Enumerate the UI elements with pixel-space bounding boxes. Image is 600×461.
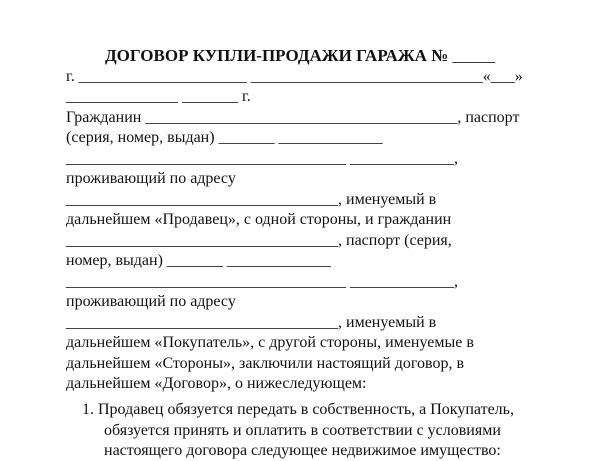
title-number-blank: _____ <box>452 46 495 65</box>
buyer-address-label: проживающий по адресу <box>66 293 236 310</box>
seller-name-line: Гражданин _______________________________________, паспорт <box>66 109 520 126</box>
city-date-line: г. _____________________ _____________________________«___» <box>66 68 523 85</box>
contract-intro-line: дальнейшем «Договор», о нижеследующем: <box>66 375 367 392</box>
buyer-address-line: __________________________________, именуемый в <box>66 314 437 331</box>
clause-1-number: 1. <box>82 401 94 418</box>
seller-passport-line: (серия, номер, выдан) _______ _____________ <box>66 129 383 146</box>
date-line: ______________ _______ г. <box>66 88 251 105</box>
buyer-passport-line: номер, выдан) _______ _____________ <box>66 252 331 269</box>
document-title <box>0 45 600 67</box>
buyer-designation-line: дальнейшем «Покупатель», с другой стороны, именуемые в <box>66 334 474 351</box>
clause-1-line-2: обязуется принять и оплатить в соответствии с условиями <box>104 422 501 439</box>
clause-1-line-3: настоящего договора следующее недвижимое имущество: <box>104 442 501 459</box>
title-text: ДОГОВОР КУПЛИ-ПРОДАЖИ ГАРАЖА № <box>104 46 453 65</box>
buyer-passport-cont-line: ___________________________________ _____________, <box>66 273 458 290</box>
buyer-name-line: __________________________________, паспорт (серия, <box>66 232 452 249</box>
clause-1-line-1: Продавец обязуется передать в собственность, а Покупатель, <box>98 401 514 418</box>
seller-designation-line: дальнейшем «Продавец», с одной стороны, и гражданин <box>66 211 452 228</box>
seller-passport-cont-line: ___________________________________ _____________, <box>66 150 458 167</box>
parties-line: дальнейшем «Стороны», заключили настоящий договор, в <box>66 355 465 372</box>
seller-address-line: __________________________________, именуемый в <box>66 191 437 208</box>
seller-address-label: проживающий по адресу <box>66 170 236 187</box>
clause-1 <box>82 399 514 420</box>
